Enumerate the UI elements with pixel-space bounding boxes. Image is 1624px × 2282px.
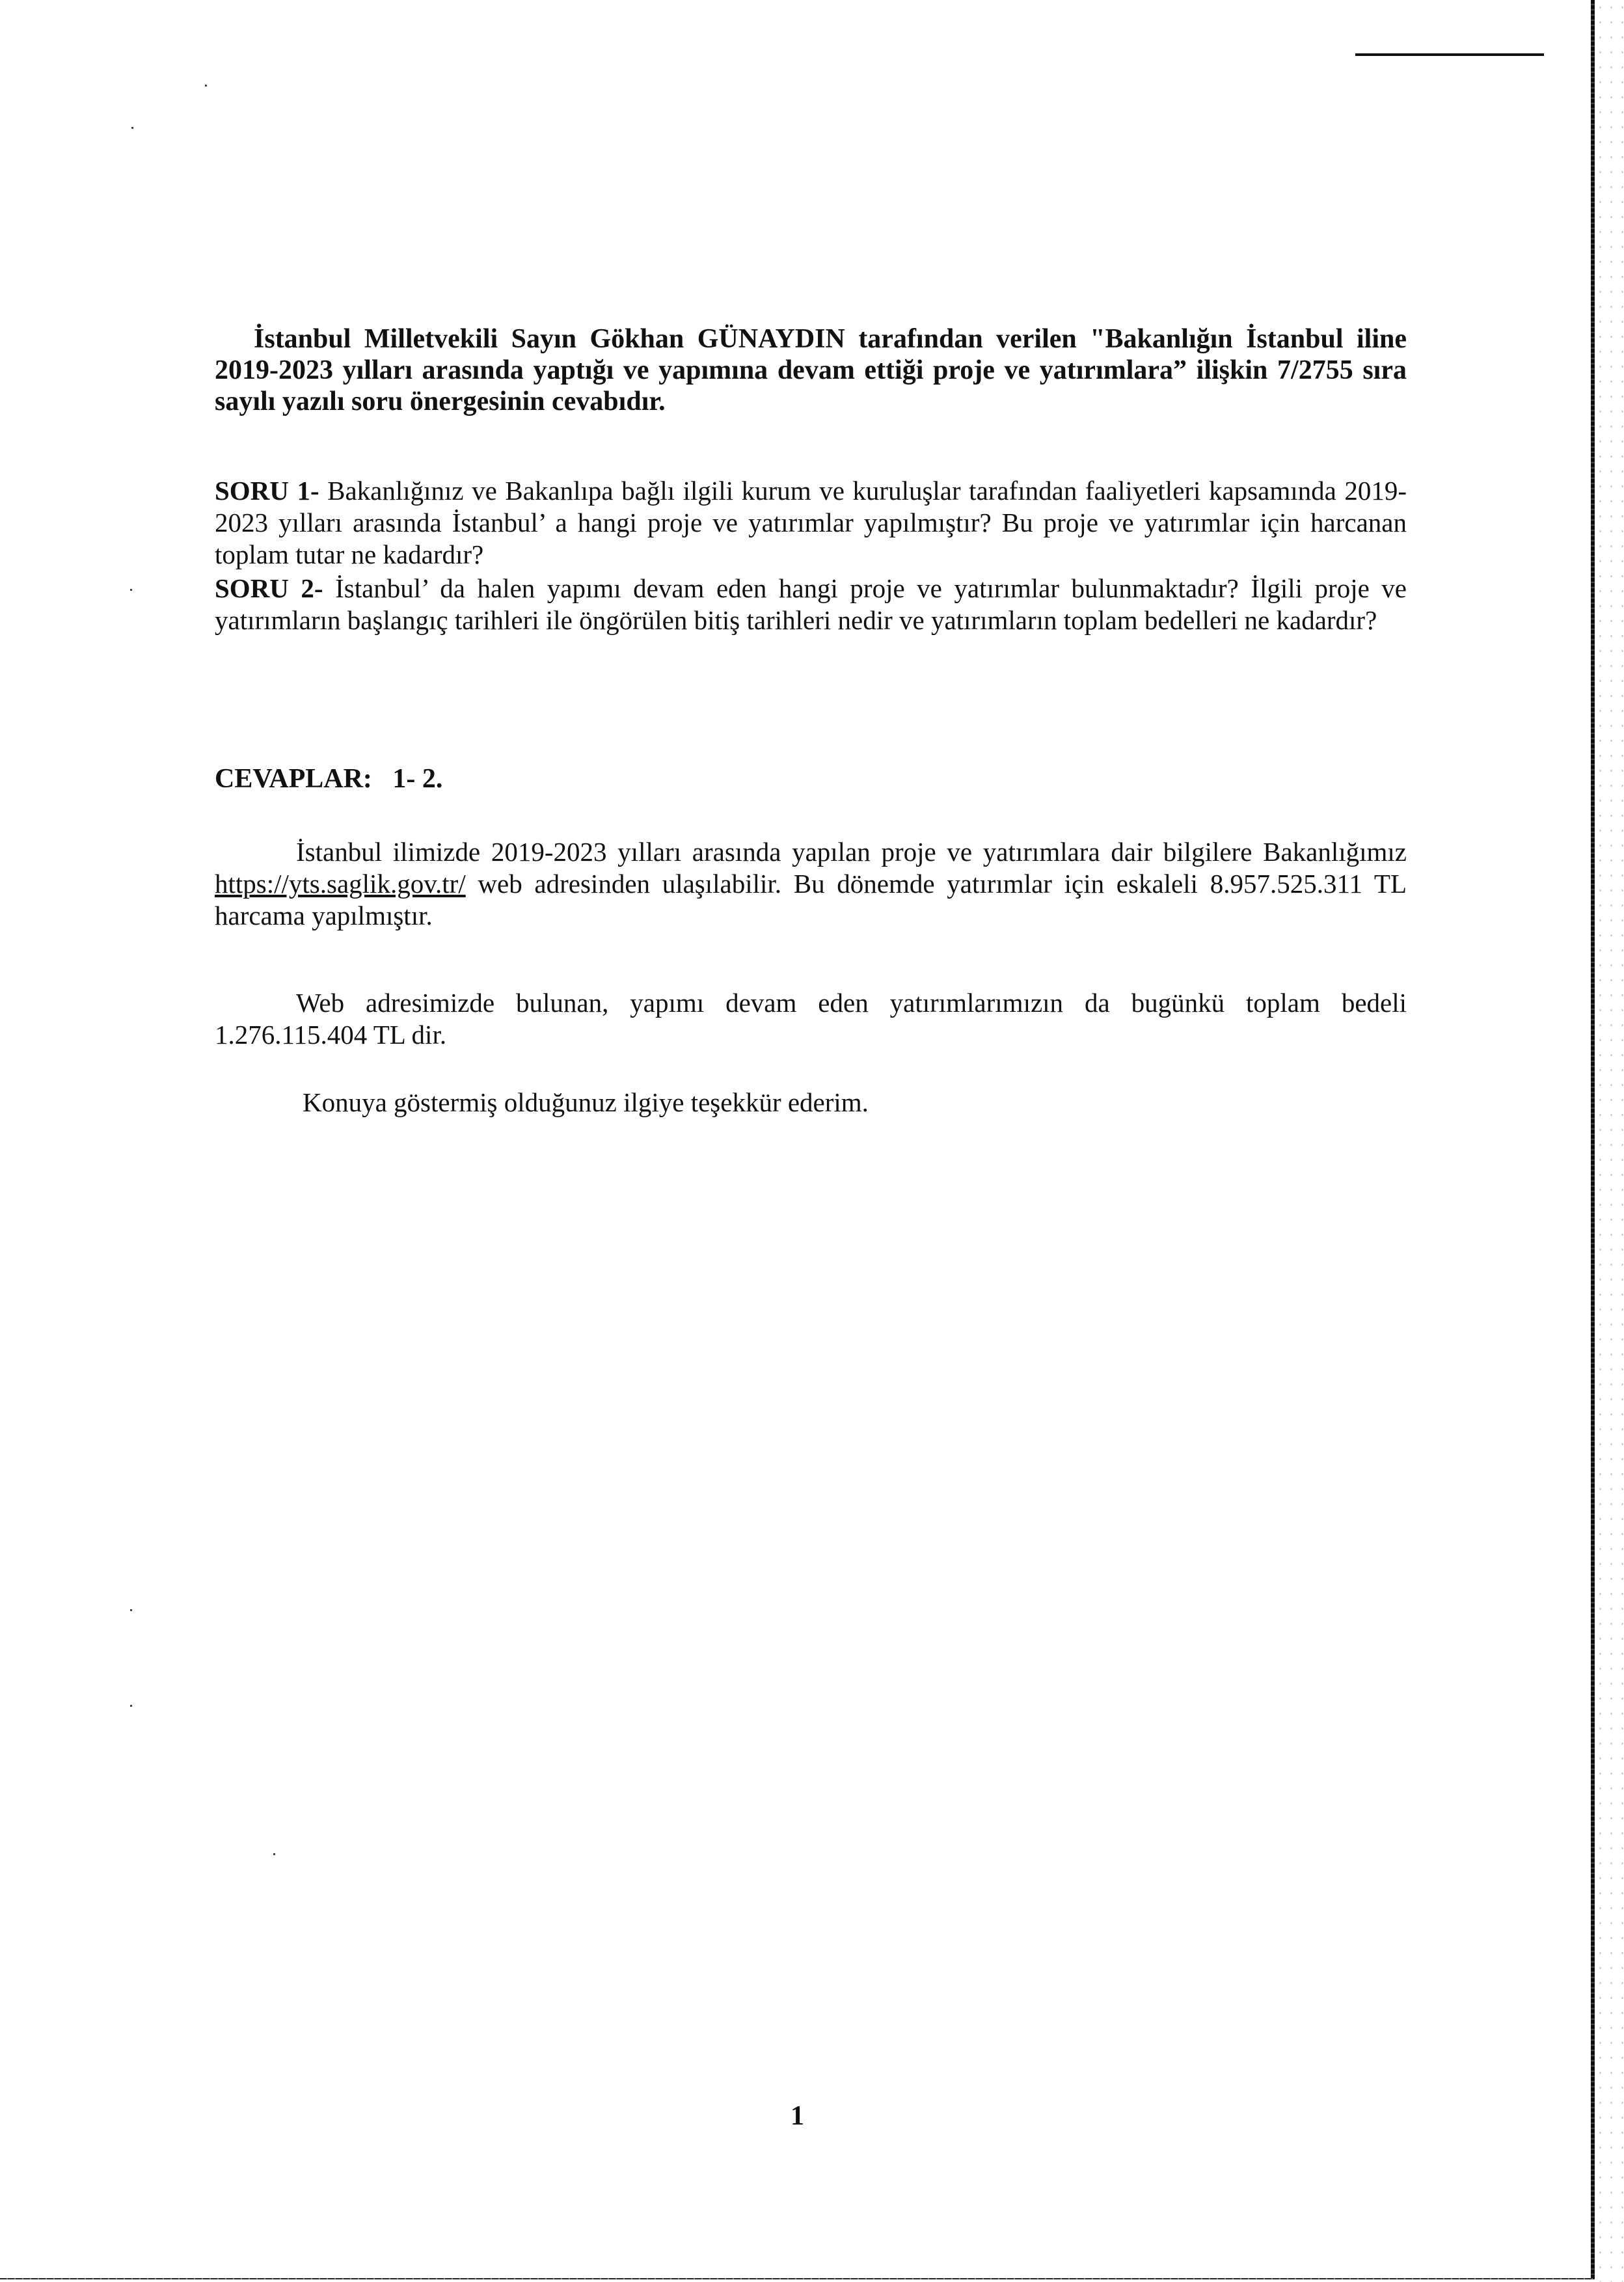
answer-paragraph-1: [215, 836, 1407, 932]
intro-text: İstanbul Milletvekili Sayın Gökhan GÜNAYDIN tarafından verilen "Bakanlığın İstanbul iline 2019-2023 yılları arasında yaptığı ve yapımına devam ettiği proje ve yatırımlara” ilişkin 7/2755 sıra sayılı yazılı soru önergesinin cevabıdır.: [215, 324, 1407, 416]
question-2-label: SORU 2-: [215, 573, 323, 603]
scan-speck: [130, 1705, 132, 1707]
scan-speck: [130, 1609, 132, 1611]
closing-sentence: Konuya göstermiş olduğunuz ilgiye teşekkür ederim.: [303, 1087, 869, 1117]
question-2-text: İstanbul’ da halen yapımı devam eden hangi proje ve yatırımlar bulunmaktadır? İlgili proje ve yatırımların başlangıç tarihleri ile öngörülen bitiş tarihleri nedir ve yatırımların toplam bedelleri ne kadardır?: [215, 573, 1407, 635]
question-1-text: Bakanlığınız ve Bakanlıpa bağlı ilgili kurum ve kuruluşlar tarafından faaliyetleri kapsamında 2019-2023 yılları arasında İstanbul’ a hangi proje ve yatırımlar yapılmıştır? Bu proje ve yatırımlar için harcanan toplam tutar ne kadardır?: [215, 476, 1407, 569]
scan-speck: [131, 127, 133, 129]
question-1: [215, 475, 1407, 571]
question-1-label: SORU 1-: [215, 476, 319, 506]
answer-1-text-before-link: İstanbul ilimizde 2019-2023 yılları arasında yapılan proje ve yatırımlara dair bilgilere Bakanlığımız: [296, 837, 1407, 867]
ministry-website-link[interactable]: https://yts.saglik.gov.tr/: [215, 869, 466, 899]
answer-paragraph-2: Web adresimizde bulunan, yapımı devam eden yatırımlarımızın da bugünkü toplam bedeli 1.276.115.404 TL dir.: [215, 988, 1407, 1050]
scan-speck: [273, 1853, 275, 1855]
scan-speck: [205, 85, 207, 87]
scan-noise: [1595, 0, 1624, 2282]
answer-1-text-after-link: web adresinden ulaşılabilir. Bu dönemde yatırımlar için eskaleli 8.957.525.311 TL harcama yapılmıştır.: [215, 869, 1407, 930]
scan-speck: [130, 589, 132, 591]
page-number: 1: [791, 2101, 804, 2131]
header-rule: [1355, 53, 1544, 56]
scan-bottom-edge: [0, 2278, 1594, 2279]
question-2: [215, 573, 1407, 636]
document-intro: [215, 323, 1407, 417]
answers-heading: CEVAPLAR: 1- 2.: [215, 764, 443, 794]
